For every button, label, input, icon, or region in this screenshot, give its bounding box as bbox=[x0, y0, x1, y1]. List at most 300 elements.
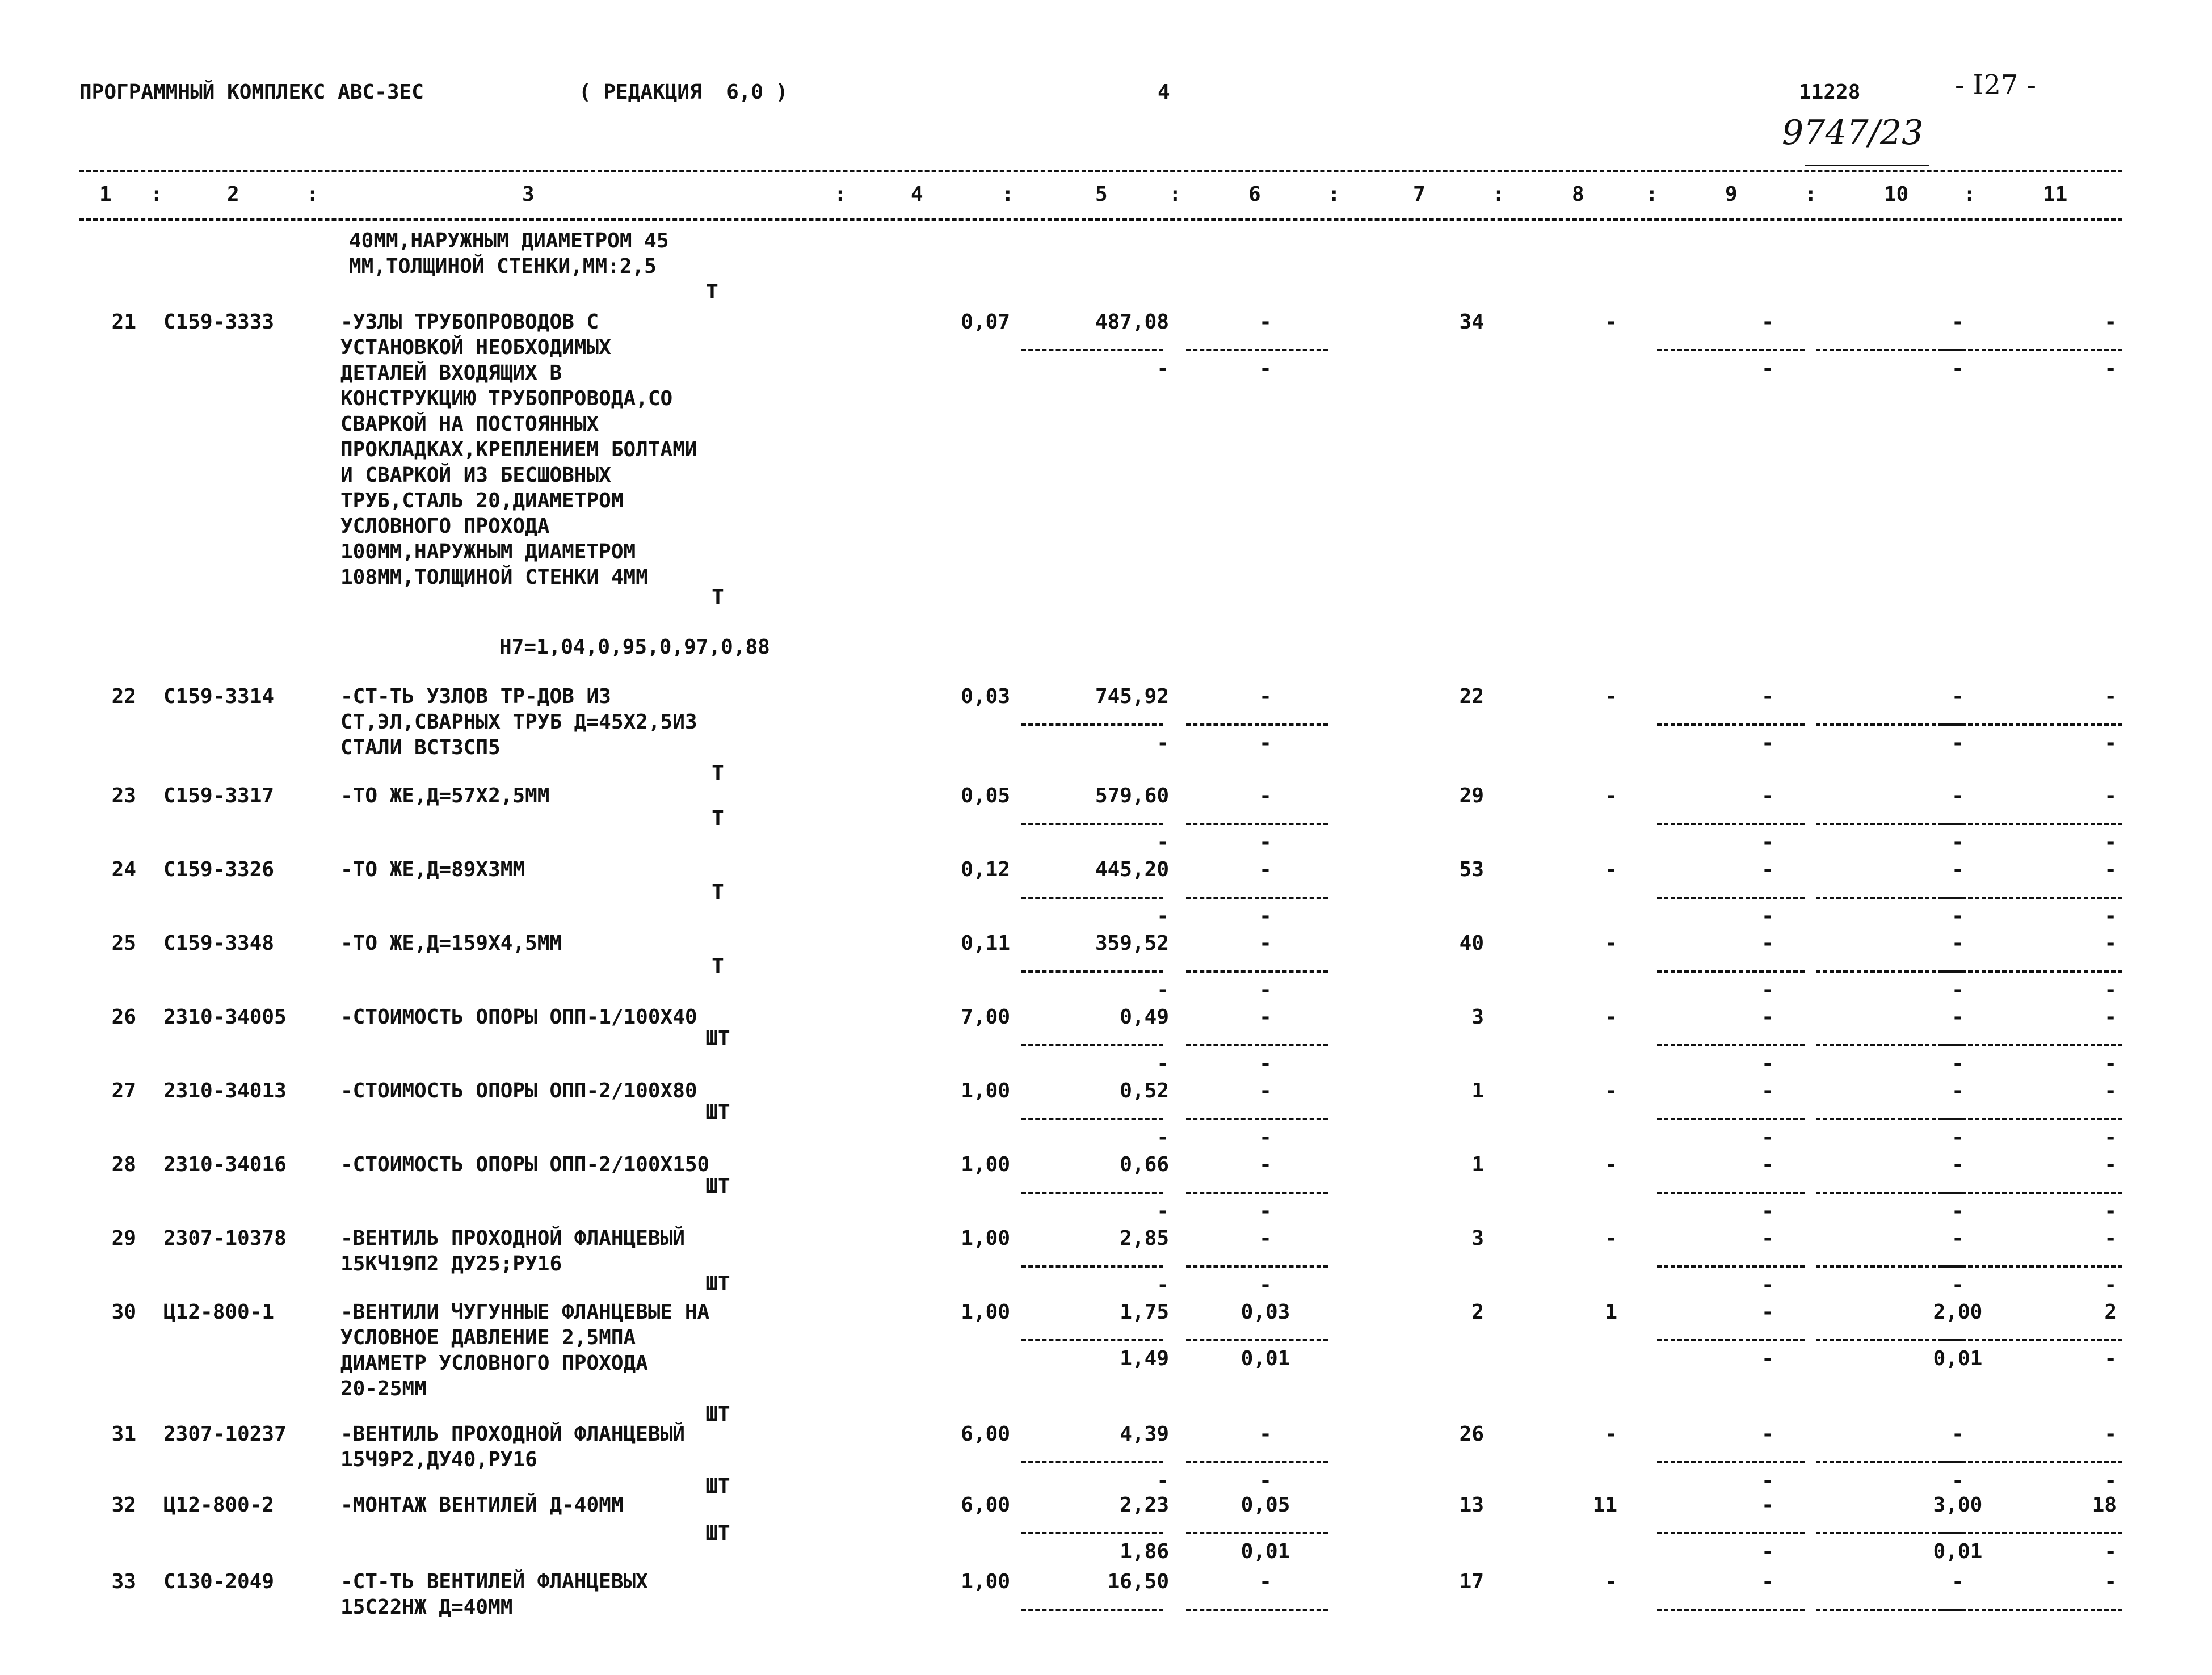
row-23-col9: - bbox=[1761, 784, 1774, 807]
row-27-c5-divider bbox=[1021, 1118, 1163, 1120]
row-31-c5-divider bbox=[1021, 1461, 1163, 1463]
row-25-col10-lower: - bbox=[1952, 978, 1964, 1001]
row-24-c6-divider bbox=[1186, 897, 1328, 899]
row-26-col5: 0,49 bbox=[1120, 1005, 1169, 1029]
row-31-c6-divider bbox=[1186, 1461, 1328, 1463]
program-title: ПРОГРАММНЫЙ КОМПЛЕКС АВС-3ЕС bbox=[79, 81, 424, 104]
row-23-col9-lower: - bbox=[1761, 831, 1774, 854]
row-23-c9-divider bbox=[1657, 823, 1805, 825]
row-27-col5-lower: - bbox=[1157, 1126, 1169, 1149]
row-21-col5-lower: - bbox=[1157, 357, 1169, 380]
row-32-col8: 11 bbox=[1592, 1493, 1617, 1517]
row-29-c9-divider bbox=[1657, 1265, 1805, 1268]
row-26-description: -СТОИМОСТЬ ОПОРЫ ОПП-1/100Х40 bbox=[340, 1005, 697, 1029]
row-27-c9-divider bbox=[1657, 1118, 1805, 1120]
row-24-number: 24 bbox=[111, 858, 136, 881]
row-21-c5-divider bbox=[1021, 349, 1163, 351]
row-29-unit: ШТ bbox=[705, 1272, 730, 1295]
row-28-col11-lower: - bbox=[2104, 1200, 2117, 1223]
row-30-col11: 2 bbox=[2104, 1301, 2117, 1324]
row-21-col6: - bbox=[1259, 310, 1272, 334]
row-22-c5-divider bbox=[1021, 723, 1163, 726]
row-29-code: 2307-10378 bbox=[163, 1227, 287, 1250]
row-32-number: 32 bbox=[111, 1493, 136, 1517]
row-24-unit: Т bbox=[712, 881, 724, 904]
row-22-col6-lower: - bbox=[1259, 731, 1272, 755]
row-31-col5-lower: - bbox=[1157, 1469, 1169, 1492]
row-24-col9: - bbox=[1761, 858, 1774, 881]
row-24-col9-lower: - bbox=[1761, 904, 1774, 928]
column-separator: : bbox=[1002, 183, 1014, 206]
row-23-col10-lower: - bbox=[1952, 831, 1964, 854]
row-22-col11-lower: - bbox=[2104, 731, 2117, 755]
row-21-code: С159-3333 bbox=[163, 310, 275, 334]
row-23-col6: - bbox=[1259, 784, 1272, 807]
sheet-number: 4 bbox=[1158, 81, 1170, 104]
row-30-col10: 2,00 bbox=[1933, 1301, 1983, 1324]
row-24-col8: - bbox=[1605, 858, 1617, 881]
row-31-col6: - bbox=[1259, 1423, 1272, 1446]
row-22-code: С159-3314 bbox=[163, 685, 275, 708]
row-30-code: Ц12-800-1 bbox=[163, 1301, 275, 1324]
row-23-col5: 579,60 bbox=[1095, 784, 1169, 807]
row-29-col5: 2,85 bbox=[1120, 1227, 1169, 1250]
row-28-col9-lower: - bbox=[1761, 1200, 1774, 1223]
row-27-col6-lower: - bbox=[1259, 1126, 1272, 1149]
row-27-col7: 1 bbox=[1471, 1079, 1484, 1102]
row-32-col11-lower: - bbox=[2104, 1540, 2117, 1563]
row-22-description: -СТ-ТЬ УЗЛОВ ТР-ДОВ ИЗ СТ,ЭЛ,СВАРНЫХ ТРУБ Д=45Х2,5ИЗ СТАЛИ ВСТ3СП5 bbox=[340, 685, 697, 759]
row-28-c9-divider bbox=[1657, 1192, 1805, 1194]
row-23-c6-divider bbox=[1186, 823, 1328, 825]
row-33-col8: - bbox=[1605, 1570, 1617, 1593]
row-29-col10-lower: - bbox=[1952, 1273, 1964, 1297]
row-29-col5-lower: - bbox=[1157, 1273, 1169, 1297]
header-rule-bottom bbox=[79, 218, 2122, 221]
row-24-code: С159-3326 bbox=[163, 858, 275, 881]
row-30-c9-divider bbox=[1657, 1339, 1805, 1341]
column-header-2: 2 bbox=[227, 183, 239, 206]
row-25-col6: - bbox=[1259, 932, 1272, 955]
row-33-col6: - bbox=[1259, 1570, 1272, 1593]
row-32-col5: 2,23 bbox=[1120, 1493, 1169, 1517]
row-30-col9-lower: - bbox=[1761, 1347, 1774, 1370]
row-29-number: 29 bbox=[111, 1227, 136, 1250]
row-23-c5-divider bbox=[1021, 823, 1163, 825]
row-29-c6-divider bbox=[1186, 1265, 1328, 1268]
row-26-code: 2310-34005 bbox=[163, 1005, 287, 1029]
row-25-number: 25 bbox=[111, 932, 136, 955]
row-30-c5-divider bbox=[1021, 1339, 1163, 1341]
row-28-col11: - bbox=[2104, 1153, 2117, 1176]
row-32-quantity: 6,00 bbox=[961, 1493, 1010, 1517]
handwritten-underline bbox=[1805, 165, 1929, 166]
row-33-description: -СТ-ТЬ ВЕНТИЛЕЙ ФЛАНЦЕВЫХ 15С22НЖ Д=40ММ bbox=[340, 1570, 648, 1619]
row-22-quantity: 0,03 bbox=[961, 685, 1010, 708]
row-29-col6-lower: - bbox=[1259, 1273, 1272, 1297]
row-21-col10-lower: - bbox=[1952, 357, 1964, 380]
row-23-col10: - bbox=[1952, 784, 1964, 807]
row-27-col9: - bbox=[1761, 1079, 1774, 1102]
row-26-col10-lower: - bbox=[1952, 1052, 1964, 1075]
row-25-col10: - bbox=[1952, 932, 1964, 955]
row-25-col9: - bbox=[1761, 932, 1774, 955]
row-30-col5: 1,75 bbox=[1120, 1301, 1169, 1324]
row-28-unit: ШТ bbox=[705, 1175, 730, 1198]
row-22-c11-divider bbox=[1941, 723, 2122, 726]
column-separator: : bbox=[834, 183, 847, 206]
row-30-quantity: 1,00 bbox=[961, 1301, 1010, 1324]
row-22-col5: 745,92 bbox=[1095, 685, 1169, 708]
row-21-number: 21 bbox=[111, 310, 136, 334]
row-27-col11: - bbox=[2104, 1079, 2117, 1102]
row-30-c6-divider bbox=[1186, 1339, 1328, 1341]
row-30-unit: ШТ bbox=[705, 1403, 730, 1426]
row-33-col5: 16,50 bbox=[1107, 1570, 1169, 1593]
row-27-col10-lower: - bbox=[1952, 1126, 1964, 1149]
row-25-col5: 359,52 bbox=[1095, 932, 1169, 955]
row-21-col11: - bbox=[2104, 310, 2117, 334]
row-25-col5-lower: - bbox=[1157, 978, 1169, 1001]
row-32-col6: 0,05 bbox=[1240, 1493, 1290, 1517]
row-31-col10: - bbox=[1952, 1423, 1964, 1446]
row-23-col8: - bbox=[1605, 784, 1617, 807]
row-22-col6: - bbox=[1259, 685, 1272, 708]
row-22-col5-lower: - bbox=[1157, 731, 1169, 755]
column-separator: : bbox=[1492, 183, 1505, 206]
row-30-col11-lower: - bbox=[2104, 1347, 2117, 1370]
row-28-c5-divider bbox=[1021, 1192, 1163, 1194]
row-21-description: -УЗЛЫ ТРУБОПРОВОДОВ С УСТАНОВКОЙ НЕОБХОДИМЫХ ДЕТАЛЕЙ ВХОДЯЩИХ В КОНСТРУКЦИЮ ТРУБОПРОВОДА,СО СВАРКОЙ НА ПОСТОЯННЫХ ПРОКЛАДКАХ,КРЕПЛЕНИЕМ БОЛТАМИ И СВАРКОЙ ИЗ БЕСШОВНЫХ ТРУБ,СТАЛЬ 20,ДИАМЕТРОМ УСЛОВНОГО ПРОХОДА 100ММ,НАРУЖНЫМ ДИАМЕТРОМ 108ММ,ТОЛЩИНОЙ СТЕНКИ 4ММ bbox=[340, 310, 697, 589]
row-30-col9: - bbox=[1761, 1301, 1774, 1324]
row-28-quantity: 1,00 bbox=[961, 1153, 1010, 1176]
row-32-col9: - bbox=[1761, 1493, 1774, 1517]
row-26-number: 26 bbox=[111, 1005, 136, 1029]
row-30-col6: 0,03 bbox=[1240, 1301, 1290, 1324]
row-30-number: 30 bbox=[111, 1301, 136, 1324]
row-29-quantity: 1,00 bbox=[961, 1227, 1010, 1250]
row-23-col7: 29 bbox=[1459, 784, 1484, 807]
row-24-col10: - bbox=[1952, 858, 1964, 881]
column-header-4: 4 bbox=[911, 183, 923, 206]
edition-label: ( РЕДАКЦИЯ 6,0 ) bbox=[579, 81, 788, 104]
row-21-col5: 487,08 bbox=[1095, 310, 1169, 334]
row-25-c11-divider bbox=[1941, 970, 2122, 973]
row-32-c9-divider bbox=[1657, 1532, 1805, 1534]
column-header-6: 6 bbox=[1248, 183, 1261, 206]
row-26-col11: - bbox=[2104, 1005, 2117, 1029]
row-24-col6-lower: - bbox=[1259, 904, 1272, 928]
row-26-col5-lower: - bbox=[1157, 1052, 1169, 1075]
column-header-10: 10 bbox=[1884, 183, 1909, 206]
row-27-unit: ШТ bbox=[705, 1101, 730, 1124]
row-32-col5-lower: 1,86 bbox=[1120, 1540, 1169, 1563]
column-separator: : bbox=[1805, 183, 1817, 206]
row-26-col11-lower: - bbox=[2104, 1052, 2117, 1075]
column-header-9: 9 bbox=[1725, 183, 1738, 206]
row-28-code: 2310-34016 bbox=[163, 1153, 287, 1176]
row-28-col10-lower: - bbox=[1952, 1200, 1964, 1223]
row-32-col9-lower: - bbox=[1761, 1540, 1774, 1563]
row-28-c6-divider bbox=[1186, 1192, 1328, 1194]
row-29-col11-lower: - bbox=[2104, 1273, 2117, 1297]
row-31-unit: ШТ bbox=[705, 1475, 730, 1498]
column-separator: : bbox=[150, 183, 163, 206]
row-33-number: 33 bbox=[111, 1570, 136, 1593]
row-21-col10: - bbox=[1952, 310, 1964, 334]
row-23-description: -ТО ЖЕ,Д=57Х2,5ММ bbox=[340, 784, 550, 807]
column-header-7: 7 bbox=[1413, 183, 1425, 206]
row-31-col9: - bbox=[1761, 1423, 1774, 1446]
row-33-c11-divider bbox=[1941, 1609, 2122, 1611]
row-22-unit: Т bbox=[712, 761, 724, 785]
column-header-8: 8 bbox=[1572, 183, 1584, 206]
row-31-col10-lower: - bbox=[1952, 1469, 1964, 1492]
row-24-c9-divider bbox=[1657, 897, 1805, 899]
row-33-col10: - bbox=[1952, 1570, 1964, 1593]
row-24-col10-lower: - bbox=[1952, 904, 1964, 928]
row-23-unit: Т bbox=[712, 807, 724, 830]
row-25-c5-divider bbox=[1021, 970, 1163, 973]
row-26-col6-lower: - bbox=[1259, 1052, 1272, 1075]
row-33-col9: - bbox=[1761, 1570, 1774, 1593]
row-31-col9-lower: - bbox=[1761, 1469, 1774, 1492]
row-25-col11: - bbox=[2104, 932, 2117, 955]
row-25-col8: - bbox=[1605, 932, 1617, 955]
row-26-unit: ШТ bbox=[705, 1027, 730, 1050]
row-29-col8: - bbox=[1605, 1227, 1617, 1250]
row-32-unit: ШТ bbox=[705, 1522, 730, 1545]
row-24-col7: 53 bbox=[1459, 858, 1484, 881]
row-31-col6-lower: - bbox=[1259, 1469, 1272, 1492]
row-32-col10-lower: 0,01 bbox=[1933, 1540, 1983, 1563]
row-24-col11: - bbox=[2104, 858, 2117, 881]
row-32-code: Ц12-800-2 bbox=[163, 1493, 275, 1517]
row-27-col6: - bbox=[1259, 1079, 1272, 1102]
row-32-c5-divider bbox=[1021, 1532, 1163, 1534]
row-21-col11-lower: - bbox=[2104, 357, 2117, 380]
carryover-unit: Т bbox=[706, 280, 718, 304]
row-28-col8: - bbox=[1605, 1153, 1617, 1176]
row-25-c9-divider bbox=[1657, 970, 1805, 973]
row-32-col7: 13 bbox=[1459, 1493, 1484, 1517]
row-28-number: 28 bbox=[111, 1153, 136, 1176]
row-21-c6-divider bbox=[1186, 349, 1328, 351]
row-25-description: -ТО ЖЕ,Д=159Х4,5ММ bbox=[340, 932, 562, 955]
row-24-quantity: 0,12 bbox=[961, 858, 1010, 881]
row-27-col5: 0,52 bbox=[1120, 1079, 1169, 1102]
row-31-col7: 26 bbox=[1459, 1423, 1484, 1446]
row-27-number: 27 bbox=[111, 1079, 136, 1102]
row-32-c6-divider bbox=[1186, 1532, 1328, 1534]
row-27-col8: - bbox=[1605, 1079, 1617, 1102]
row-21-c9-divider bbox=[1657, 349, 1805, 351]
column-header-1: 1 bbox=[99, 183, 112, 206]
document-code: 11228 bbox=[1799, 81, 1861, 104]
row-22-c6-divider bbox=[1186, 723, 1328, 726]
row-25-col11-lower: - bbox=[2104, 978, 2117, 1001]
row-30-col8: 1 bbox=[1605, 1301, 1617, 1324]
row-29-description: -ВЕНТИЛЬ ПРОХОДНОЙ ФЛАНЦЕВЫЙ 15КЧ19П2 ДУ25;РУ16 bbox=[340, 1227, 685, 1276]
row-24-col5-lower: - bbox=[1157, 904, 1169, 928]
row-31-quantity: 6,00 bbox=[961, 1423, 1010, 1446]
row-23-number: 23 bbox=[111, 784, 136, 807]
column-separator: : bbox=[1328, 183, 1340, 206]
row-28-col10: - bbox=[1952, 1153, 1964, 1176]
row-25-col6-lower: - bbox=[1259, 978, 1272, 1001]
row-32-col10: 3,00 bbox=[1933, 1493, 1983, 1517]
row-28-col9: - bbox=[1761, 1153, 1774, 1176]
row-21-col9-lower: - bbox=[1761, 357, 1774, 380]
row-23-col5-lower: - bbox=[1157, 831, 1169, 854]
row-30-col6-lower: 0,01 bbox=[1240, 1347, 1290, 1370]
row-31-c9-divider bbox=[1657, 1461, 1805, 1463]
row-26-c6-divider bbox=[1186, 1044, 1328, 1046]
row-21-c11-divider bbox=[1941, 349, 2122, 351]
row-33-c9-divider bbox=[1657, 1609, 1805, 1611]
row-24-col11-lower: - bbox=[2104, 904, 2117, 928]
row-23-c11-divider bbox=[1941, 823, 2122, 825]
row-28-description: -СТОИМОСТЬ ОПОРЫ ОПП-2/100Х150 bbox=[340, 1153, 710, 1176]
row-26-col10: - bbox=[1952, 1005, 1964, 1029]
row-21-col8: - bbox=[1605, 310, 1617, 334]
column-header-3: 3 bbox=[522, 183, 535, 206]
row-23-col11: - bbox=[2104, 784, 2117, 807]
row-24-description: -ТО ЖЕ,Д=89Х3ММ bbox=[340, 858, 525, 881]
row-23-col11-lower: - bbox=[2104, 831, 2117, 854]
row-32-col6-lower: 0,01 bbox=[1240, 1540, 1290, 1563]
row-26-quantity: 7,00 bbox=[961, 1005, 1010, 1029]
row-21-col7: 34 bbox=[1459, 310, 1484, 334]
row-24-col6: - bbox=[1259, 858, 1272, 881]
row-33-c5-divider bbox=[1021, 1609, 1163, 1611]
column-header-11: 11 bbox=[2043, 183, 2068, 206]
row-32-description: -МОНТАЖ ВЕНТИЛЕЙ Д-40ММ bbox=[340, 1493, 624, 1517]
row-26-col8: - bbox=[1605, 1005, 1617, 1029]
column-separator: : bbox=[1963, 183, 1976, 206]
row-29-col9-lower: - bbox=[1761, 1273, 1774, 1297]
row-33-c6-divider bbox=[1186, 1609, 1328, 1611]
row-33-col11: - bbox=[2104, 1570, 2117, 1593]
row-26-c11-divider bbox=[1941, 1044, 2122, 1046]
coefficient-note: Н7=1,04,0,95,0,97,0,88 bbox=[499, 636, 770, 659]
page-number: - I27 - bbox=[1955, 69, 2036, 101]
row-28-col5-lower: - bbox=[1157, 1200, 1169, 1223]
row-30-c11-divider bbox=[1941, 1339, 2122, 1341]
row-33-code: С130-2049 bbox=[163, 1570, 275, 1593]
row-31-description: -ВЕНТИЛЬ ПРОХОДНОЙ ФЛАНЦЕВЫЙ 15Ч9Р2,ДУ40,РУ16 bbox=[340, 1423, 685, 1471]
row-33-quantity: 1,00 bbox=[961, 1570, 1010, 1593]
row-30-col10-lower: 0,01 bbox=[1933, 1347, 1983, 1370]
row-22-col10-lower: - bbox=[1952, 731, 1964, 755]
row-27-col9-lower: - bbox=[1761, 1126, 1774, 1149]
row-21-quantity: 0,07 bbox=[961, 310, 1010, 334]
row-21-unit: Т bbox=[712, 586, 724, 609]
row-26-col9-lower: - bbox=[1761, 1052, 1774, 1075]
row-29-col10: - bbox=[1952, 1227, 1964, 1250]
row-21-col9: - bbox=[1761, 310, 1774, 334]
row-32-c11-divider bbox=[1941, 1532, 2122, 1534]
row-29-col7: 3 bbox=[1471, 1227, 1484, 1250]
row-22-number: 22 bbox=[111, 685, 136, 708]
row-22-col10: - bbox=[1952, 685, 1964, 708]
row-26-c9-divider bbox=[1657, 1044, 1805, 1046]
header-rule-top bbox=[79, 170, 2122, 172]
handwritten-number: 9747/23 bbox=[1782, 113, 1924, 153]
row-25-code: С159-3348 bbox=[163, 932, 275, 955]
row-26-col7: 3 bbox=[1471, 1005, 1484, 1029]
row-28-col5: 0,66 bbox=[1120, 1153, 1169, 1176]
row-30-col7: 2 bbox=[1471, 1301, 1484, 1324]
row-28-col6: - bbox=[1259, 1153, 1272, 1176]
row-22-col11: - bbox=[2104, 685, 2117, 708]
row-30-description: -ВЕНТИЛИ ЧУГУННЫЕ ФЛАНЦЕВЫЕ НА УСЛОВНОЕ ДАВЛЕНИЕ 2,5МПА ДИАМЕТР УСЛОВНОГО ПРОХОДА 20-25ММ bbox=[340, 1301, 710, 1400]
row-22-col7: 22 bbox=[1459, 685, 1484, 708]
row-31-col11: - bbox=[2104, 1423, 2117, 1446]
row-22-col9: - bbox=[1761, 685, 1774, 708]
column-separator: : bbox=[1169, 183, 1181, 206]
column-separator: : bbox=[306, 183, 319, 206]
row-29-col11: - bbox=[2104, 1227, 2117, 1250]
row-24-c5-divider bbox=[1021, 897, 1163, 899]
row-27-description: -СТОИМОСТЬ ОПОРЫ ОПП-2/100Х80 bbox=[340, 1079, 697, 1102]
row-28-col7: 1 bbox=[1471, 1153, 1484, 1176]
row-33-col7: 17 bbox=[1459, 1570, 1484, 1593]
row-29-c11-divider bbox=[1941, 1265, 2122, 1268]
row-29-c5-divider bbox=[1021, 1265, 1163, 1268]
row-28-c11-divider bbox=[1941, 1192, 2122, 1194]
row-29-col6: - bbox=[1259, 1227, 1272, 1250]
carryover-description: 40ММ,НАРУЖНЫМ ДИАМЕТРОМ 45 ММ,ТОЛЩИНОЙ СТЕНКИ,ММ:2,5 bbox=[349, 229, 669, 278]
row-25-col7: 40 bbox=[1459, 932, 1484, 955]
row-22-c9-divider bbox=[1657, 723, 1805, 726]
row-23-code: С159-3317 bbox=[163, 784, 275, 807]
row-23-quantity: 0,05 bbox=[961, 784, 1010, 807]
column-header-5: 5 bbox=[1095, 183, 1108, 206]
row-29-col9: - bbox=[1761, 1227, 1774, 1250]
row-27-c11-divider bbox=[1941, 1118, 2122, 1120]
row-31-c11-divider bbox=[1941, 1461, 2122, 1463]
row-27-c6-divider bbox=[1186, 1118, 1328, 1120]
row-21-col6-lower: - bbox=[1259, 357, 1272, 380]
row-25-col9-lower: - bbox=[1761, 978, 1774, 1001]
row-23-col6-lower: - bbox=[1259, 831, 1272, 854]
row-31-col11-lower: - bbox=[2104, 1469, 2117, 1492]
row-31-col5: 4,39 bbox=[1120, 1423, 1169, 1446]
row-26-col6: - bbox=[1259, 1005, 1272, 1029]
row-22-col9-lower: - bbox=[1761, 731, 1774, 755]
row-27-quantity: 1,00 bbox=[961, 1079, 1010, 1102]
column-separator: : bbox=[1646, 183, 1658, 206]
row-32-col11: 18 bbox=[2092, 1493, 2117, 1517]
row-30-col5-lower: 1,49 bbox=[1120, 1347, 1169, 1370]
row-25-quantity: 0,11 bbox=[961, 932, 1010, 955]
row-26-c5-divider bbox=[1021, 1044, 1163, 1046]
row-31-number: 31 bbox=[111, 1423, 136, 1446]
row-22-col8: - bbox=[1605, 685, 1617, 708]
row-26-col9: - bbox=[1761, 1005, 1774, 1029]
row-24-col5: 445,20 bbox=[1095, 858, 1169, 881]
row-25-unit: Т bbox=[712, 954, 724, 978]
row-27-col11-lower: - bbox=[2104, 1126, 2117, 1149]
row-27-col10: - bbox=[1952, 1079, 1964, 1102]
row-31-code: 2307-10237 bbox=[163, 1423, 287, 1446]
row-27-code: 2310-34013 bbox=[163, 1079, 287, 1102]
row-24-c11-divider bbox=[1941, 897, 2122, 899]
row-25-c6-divider bbox=[1186, 970, 1328, 973]
row-31-col8: - bbox=[1605, 1423, 1617, 1446]
row-28-col6-lower: - bbox=[1259, 1200, 1272, 1223]
